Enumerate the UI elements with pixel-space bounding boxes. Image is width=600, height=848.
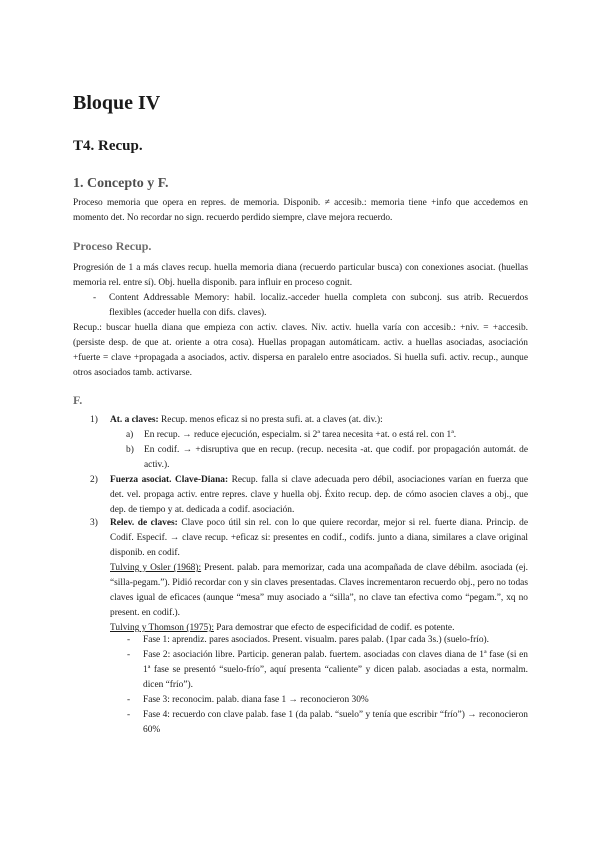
concept-intro-paragraph: Proceso memoria que opera en repres. de memoria. Disponib. ≠ accesib.: memoria tiene +info que accedemos en momento det. No recordar no sign. recuerdo perdido siempre, clave mejora recuerdo. [73,198,528,223]
study-text: Para demostrar que efecto de especificidad de codif. es potente. [213,623,455,633]
item-bold-label: At. a claves: [110,415,159,425]
phase-item [127,708,528,738]
topic-title: T4. Recup. [73,138,143,154]
sub-item-marker: a) [126,430,134,440]
subsection-heading-f: F. [73,393,83,407]
phase-item [127,633,528,648]
phase-item [127,648,528,693]
proceso-paragraph-2: Recup.: buscar huella diana que empieza con activ. claves. Niv. activ. huella varía con accesib.: +niv. = +accesib. (persiste desp. de que at. oriente a otra cosa). Huellas propagan automáticam. activ. a huellas asociadas, asociación +fuerte = clave +propagada a asociados, activ. dispersa en paralelo entre asociados. Si huella sufi. activ. recup., aunque otros asociados tamb. activarse. [73,323,528,378]
dash-marker: - [127,650,131,660]
sub-item-text: En recup. → reduce ejecución, especialm. si 2ª tarea necesita +at. o está rel. con 1ª. [144,430,457,440]
list-item-text [110,413,528,428]
dash-marker: - [127,695,131,705]
phase-list [127,633,528,738]
sub-item-a [126,428,528,443]
study-label-tulving-thomson: Tulving y Thomson (1975): [110,623,214,633]
phase-text: Fase 3: reconocim. palab. diana fase 1 → reconocieron 30% [143,695,369,705]
phase-text: Fase 1: aprendiz. pares asociados. Present. visualm. pares palab. (1par cada 3s.) (suelo-frío). [143,635,489,645]
sub-item-text: En codif. → +disruptiva que en recup. (recup. necesita -at. que codif. por propagación automát. de activ.). [144,445,528,470]
dash-marker: - [93,293,97,303]
tulving-osler-paragraph [110,561,528,621]
phase-item [127,693,528,708]
item-bold-label: Relev. de claves: [110,518,178,528]
list-number: 3) [90,518,98,528]
list-number: 2) [90,475,98,485]
list-number: 1) [90,415,98,425]
list-item-text [110,516,528,561]
list-item-at-claves [90,413,528,428]
item-body: Clave poco útil sin rel. con lo que quiere recordar, mejor si rel. fuerte diana. Princip. de Codif. Especif. → clave recup. +eficaz si: presentes en codif., codifs. junto a diana, similares a clave original disponib. en codif. [110,518,528,558]
content-addressable-text: Content Addressable Memory: habil. localiz.-acceder huella completa con subconj. sus atrib. Recuerdos flexibles (acceder huella con difs. claves). [109,293,528,318]
page-title: Bloque IV [73,92,161,114]
dash-marker: - [127,635,131,645]
phase-text: Fase 4: recuerdo con clave palab. fase 1 (da palab. “suelo” y tenía que escribir “frío”) → reconocieron 60% [143,710,528,735]
study-label-tulving-osler: Tulving y Osler (1968): [110,563,202,573]
sub-item-marker: b) [126,445,134,455]
list-item-text [110,473,528,518]
item-body: Recup. menos eficaz si no presta sufi. at. a claves (at. div.): [158,415,383,425]
proceso-paragraph-1: Progresión de 1 a más claves recup. huella memoria diana (recuerdo particular busca) con conexiones asociat. (huellas memoria rel. entre sí). Obj. huella disponib. para influir en proceso cognit. [73,263,528,288]
phase-text: Fase 2: asociación libre. Particip. generan palab. fuertem. asociadas con claves diana de 1ª fase (si en 1ª fase se presentó “suelo-frío”, aquí presenta “caliente” y dicen palab. asociadas a esta, normalm. dicen “frío”). [143,650,528,690]
section-heading-concepto: 1. Concepto y F. [73,176,169,191]
list-item-relev-claves [90,516,528,636]
item-bold-label: Fuerza asociat. Clave-Diana: [110,475,229,485]
proceso-dash-item [93,291,528,321]
dash-marker: - [127,710,131,720]
study-text: Present. palab. para memorizar, cada una acompañada de clave débilm. asociada (ej. “silla-pegam.”). Pidió recordar con y sin claves presentadas. Claves incrementaron recuerdo obj., pero no todas claves igual de eficaces (aunque “mesa” muy asociado a “silla”, no clave tan efectiva como “pegam.”, xq no present. en codif.). [110,563,528,618]
list-item-fuerza-asociat [90,473,528,518]
item-body: Recup. falla si clave adecuada pero débil, asociaciones varían en fuerza que det. vel. propaga activ. entre repres. clave y huella obj. Éxito recup. dep. de cómo asocien claves a obj., que dep. de tiempo y at. dedicada a codif. asociación. [110,475,528,515]
subsection-heading-proceso: Proceso Recup. [73,239,152,253]
item-3-content [110,516,528,636]
sub-item-b [126,443,528,473]
